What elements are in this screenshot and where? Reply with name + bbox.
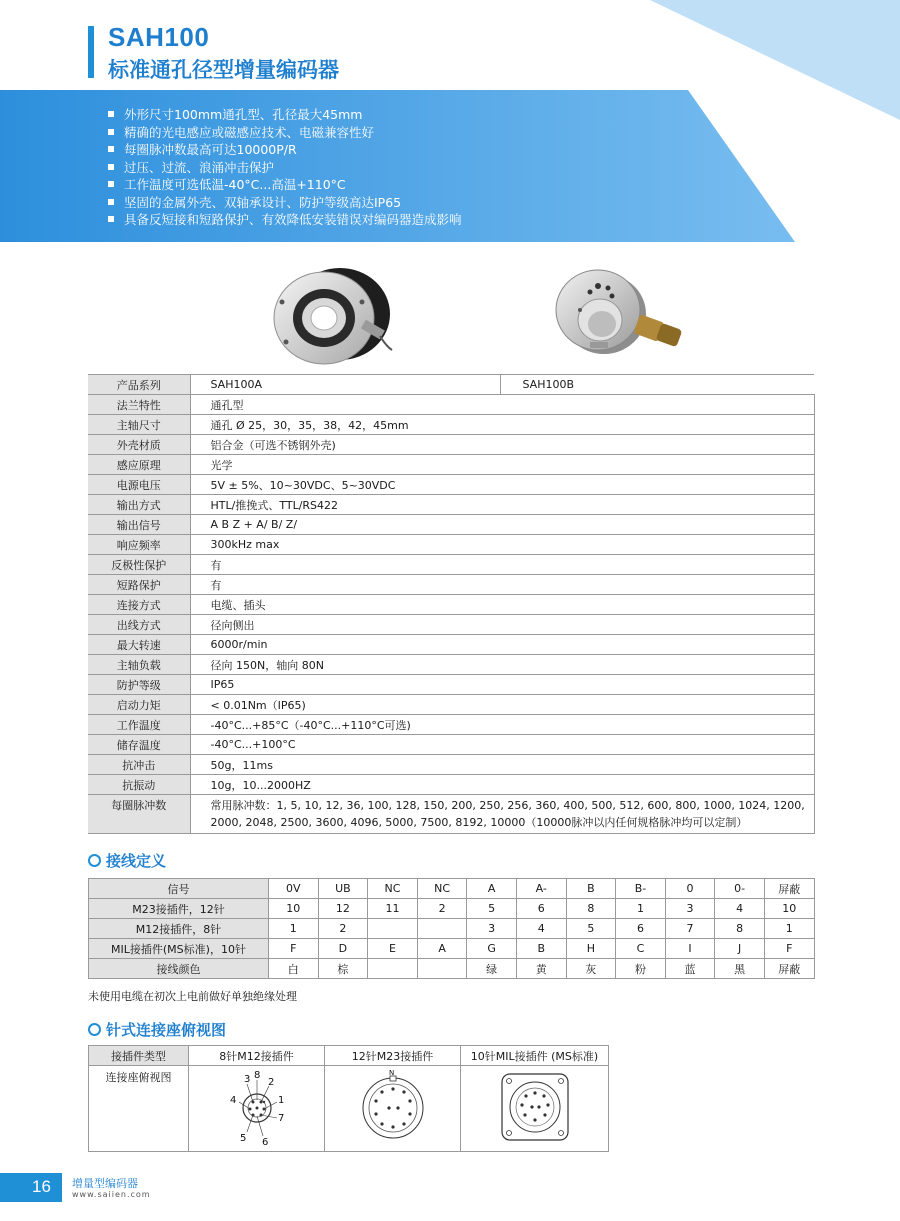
wiring-cell: 粉	[616, 959, 666, 979]
m23-pinout-diagram	[348, 1068, 438, 1146]
wiring-row-label: 信号	[89, 879, 269, 899]
wiring-cell: 6	[616, 919, 666, 939]
wiring-cell: 3	[665, 899, 715, 919]
section-title-wiring: 接线定义	[106, 852, 167, 870]
spec-value: 电缆、插头	[190, 595, 814, 615]
table-row	[88, 775, 814, 795]
m12-pinout-diagram	[207, 1068, 307, 1146]
wiring-cell: 4	[715, 899, 765, 919]
pin-label: 2	[267, 1077, 274, 1088]
wiring-cell: 5	[467, 899, 517, 919]
feature-item: 工作温度可选低温-40°C...高温+110°C	[108, 176, 462, 194]
spec-value: 径向 150N，轴向 80N	[190, 655, 814, 675]
table-row	[88, 675, 814, 695]
table-row	[88, 395, 814, 415]
table-row	[89, 1066, 609, 1152]
connector-view-label: 连接座俯视图	[89, 1066, 189, 1152]
spec-label: 防护等级	[88, 675, 190, 695]
spec-label: 工作温度	[88, 715, 190, 735]
table-row	[88, 795, 814, 834]
spec-value: 6000r/min	[190, 635, 814, 655]
spec-value: -40°C...+85°C（-40°C...+110°C可选)	[190, 715, 814, 735]
spec-value: 径向侧出	[190, 615, 814, 635]
feature-item: 外形尺寸100mm通孔型、孔径最大45mm	[108, 106, 462, 124]
table-row	[88, 375, 814, 395]
table-row	[88, 515, 814, 535]
wiring-cell: 0-	[715, 879, 765, 899]
connector-type: 12针M23接插件	[325, 1046, 461, 1066]
table-row	[89, 879, 815, 899]
pin-label: 3	[243, 1074, 250, 1085]
table-row	[88, 495, 814, 515]
product-image-sah100b	[550, 264, 700, 374]
wiring-cell: I	[665, 939, 715, 959]
pin-label: 4	[229, 1095, 236, 1106]
footer-url: www.saiien.com	[72, 1190, 151, 1199]
wiring-cell: 白	[269, 959, 319, 979]
spec-value	[190, 795, 814, 834]
wiring-cell	[368, 959, 418, 979]
pin-label: 8	[253, 1070, 260, 1081]
wiring-cell: 3	[467, 919, 517, 939]
spec-value: < 0.01Nm（IP65)	[190, 695, 814, 715]
wiring-cell: 黑	[715, 959, 765, 979]
m23-pinout	[325, 1066, 461, 1152]
wiring-cell: 6	[516, 899, 566, 919]
ppr-line: 常用脉冲数：1, 5, 10, 12, 36, 100, 128, 150, 200, 250, 256, 360, 400, 500, 512, 600, 800, 1000, 1024, 1200,	[210, 799, 805, 812]
table-row	[88, 615, 814, 635]
connector-table	[88, 1045, 609, 1152]
wiring-cell: 绿	[467, 959, 517, 979]
spec-label: 启动力矩	[88, 695, 190, 715]
wiring-cell: 10	[764, 899, 814, 919]
wiring-table	[88, 878, 815, 979]
wiring-cell: 8	[566, 899, 616, 919]
spec-value: 通孔型	[190, 395, 814, 415]
wiring-cell: 棕	[318, 959, 368, 979]
spec-value: 铝合金（可选不锈钢外壳)	[190, 435, 814, 455]
wiring-cell: B	[566, 879, 616, 899]
spec-value: HTL/推挽式、TTL/RS422	[190, 495, 814, 515]
spec-label: 抗冲击	[88, 755, 190, 775]
table-row	[88, 535, 814, 555]
wiring-cell: 7	[665, 919, 715, 939]
wiring-cell: 2	[318, 919, 368, 939]
wiring-cell: 10	[269, 899, 319, 919]
wiring-cell: 灰	[566, 959, 616, 979]
wiring-cell: 1	[764, 919, 814, 939]
connector-type: 10针MIL接插件 (MS标准)	[461, 1046, 609, 1066]
wiring-cell: G	[467, 939, 517, 959]
mil-pinout	[461, 1066, 609, 1152]
table-row	[88, 475, 814, 495]
section-ring-icon	[88, 1023, 101, 1036]
wiring-row-label: M23接插件，12针	[89, 899, 269, 919]
product-image-sah100a	[262, 262, 402, 374]
pin-label: 7	[277, 1113, 284, 1124]
spec-value: 通孔 Ø 25，30，35，38，42，45mm	[190, 415, 814, 435]
spec-label: 外壳材质	[88, 435, 190, 455]
m12-pinout	[189, 1066, 325, 1152]
wiring-cell: 0	[665, 879, 715, 899]
wiring-cell: 1	[616, 899, 666, 919]
wiring-cell: 黄	[516, 959, 566, 979]
spec-label: 输出信号	[88, 515, 190, 535]
feature-item: 坚固的金属外壳、双轴承设计、防护等级高达IP65	[108, 194, 462, 212]
table-row	[88, 715, 814, 735]
spec-label: 响应频率	[88, 535, 190, 555]
spec-value: 5V ± 5%、10~30VDC、5~30VDC	[190, 475, 814, 495]
wiring-cell: B-	[616, 879, 666, 899]
spec-value: 300kHz max	[190, 535, 814, 555]
keying-label: N	[388, 1069, 394, 1077]
wiring-cell: B	[516, 939, 566, 959]
product-name: 标准通孔径型增量编码器	[108, 58, 339, 82]
wiring-cell	[417, 959, 467, 979]
table-row	[88, 755, 814, 775]
spec-table	[88, 374, 815, 834]
spec-value: 10g，10...2000HZ	[190, 775, 814, 795]
wiring-cell: F	[764, 939, 814, 959]
spec-label: 每圈脉冲数	[88, 795, 190, 834]
wiring-cell	[417, 919, 467, 939]
wiring-cell: 屏蔽	[764, 959, 814, 979]
wiring-cell	[368, 919, 418, 939]
spec-label: 短路保护	[88, 575, 190, 595]
feature-list	[108, 106, 462, 229]
spec-label: 最大转速	[88, 635, 190, 655]
wiring-row-label: MIL接插件(MS标准)，10针	[89, 939, 269, 959]
title-accent-bar	[88, 26, 94, 78]
table-row	[88, 575, 814, 595]
spec-value: 有	[190, 555, 814, 575]
wiring-cell: 8	[715, 919, 765, 939]
spec-label: 感应原理	[88, 455, 190, 475]
wiring-cell: 蓝	[665, 959, 715, 979]
wiring-note: 未使用电缆在初次上电前做好单独绝缘处理	[88, 990, 297, 1003]
spec-value: A B Z + A/ B/ Z/	[190, 515, 814, 535]
table-row	[88, 415, 814, 435]
wiring-cell: 0V	[269, 879, 319, 899]
wiring-cell: 5	[566, 919, 616, 939]
wiring-cell: E	[368, 939, 418, 959]
wiring-cell: 11	[368, 899, 418, 919]
spec-model-a: SAH100A	[190, 375, 500, 395]
spec-value: 50g，11ms	[190, 755, 814, 775]
wiring-cell: A	[417, 939, 467, 959]
spec-label: 连接方式	[88, 595, 190, 615]
table-row	[89, 899, 815, 919]
wiring-cell: J	[715, 939, 765, 959]
wiring-row-label: 接线颜色	[89, 959, 269, 979]
wiring-cell: NC	[417, 879, 467, 899]
spec-label: 主轴负载	[88, 655, 190, 675]
table-row	[88, 455, 814, 475]
wiring-cell: 1	[269, 919, 319, 939]
wiring-cell: A	[467, 879, 517, 899]
wiring-cell: D	[318, 939, 368, 959]
wiring-cell: NC	[368, 879, 418, 899]
spec-label: 储存温度	[88, 735, 190, 755]
table-row	[88, 695, 814, 715]
spec-label: 主轴尺寸	[88, 415, 190, 435]
spec-label: 反极性保护	[88, 555, 190, 575]
spec-label: 输出方式	[88, 495, 190, 515]
table-row	[88, 595, 814, 615]
table-row	[88, 735, 814, 755]
wiring-cell: F	[269, 939, 319, 959]
spec-value: IP65	[190, 675, 814, 695]
pin-label: 5	[239, 1133, 246, 1144]
wiring-cell: 4	[516, 919, 566, 939]
spec-label: 电源电压	[88, 475, 190, 495]
feature-item: 具备反短接和短路保护、有效降低安装错误对编码器造成影响	[108, 211, 462, 229]
wiring-cell: UB	[318, 879, 368, 899]
wiring-cell: 2	[417, 899, 467, 919]
connector-type-label: 接插件类型	[89, 1046, 189, 1066]
ppr-line: 2000, 2048, 2500, 3600, 4096, 5000, 7500, 8192, 10000（10000脉冲以内任何规格脉冲均可以定制）	[210, 816, 748, 829]
wiring-cell: H	[566, 939, 616, 959]
wiring-cell: 12	[318, 899, 368, 919]
wiring-row-label: M12接插件，8针	[89, 919, 269, 939]
table-row	[89, 1046, 609, 1066]
spec-model-b: SAH100B	[500, 375, 814, 395]
product-model: SAH100	[108, 22, 210, 52]
feature-item: 每圈脉冲数最高可达10000P/R	[108, 141, 462, 159]
footer-title: 增量型编码器	[72, 1177, 138, 1190]
pin-label: 6	[261, 1137, 268, 1146]
spec-label: 法兰特性	[88, 395, 190, 415]
spec-value: 有	[190, 575, 814, 595]
page-number: 16	[32, 1177, 51, 1196]
pin-label: 1	[277, 1095, 284, 1106]
feature-item: 精确的光电感应或磁感应技术、电磁兼容性好	[108, 124, 462, 142]
spec-value: 光学	[190, 455, 814, 475]
wiring-cell: 屏蔽	[764, 879, 814, 899]
table-row	[89, 919, 815, 939]
spec-label: 产品系列	[88, 375, 190, 395]
section-ring-icon	[88, 854, 101, 867]
connector-type: 8针M12接插件	[189, 1046, 325, 1066]
page-number-box	[0, 1173, 62, 1202]
wiring-cell: A-	[516, 879, 566, 899]
table-row	[88, 435, 814, 455]
table-row	[89, 939, 815, 959]
spec-value: -40°C...+100°C	[190, 735, 814, 755]
section-title-connector: 针式连接座俯视图	[106, 1021, 227, 1039]
spec-label: 抗振动	[88, 775, 190, 795]
spec-label: 出线方式	[88, 615, 190, 635]
wiring-cell: C	[616, 939, 666, 959]
table-row	[89, 959, 815, 979]
mil-pinout-diagram	[490, 1068, 580, 1146]
feature-item: 过压、过流、浪涌冲击保护	[108, 159, 462, 177]
table-row	[88, 555, 814, 575]
table-row	[88, 635, 814, 655]
table-row	[88, 655, 814, 675]
